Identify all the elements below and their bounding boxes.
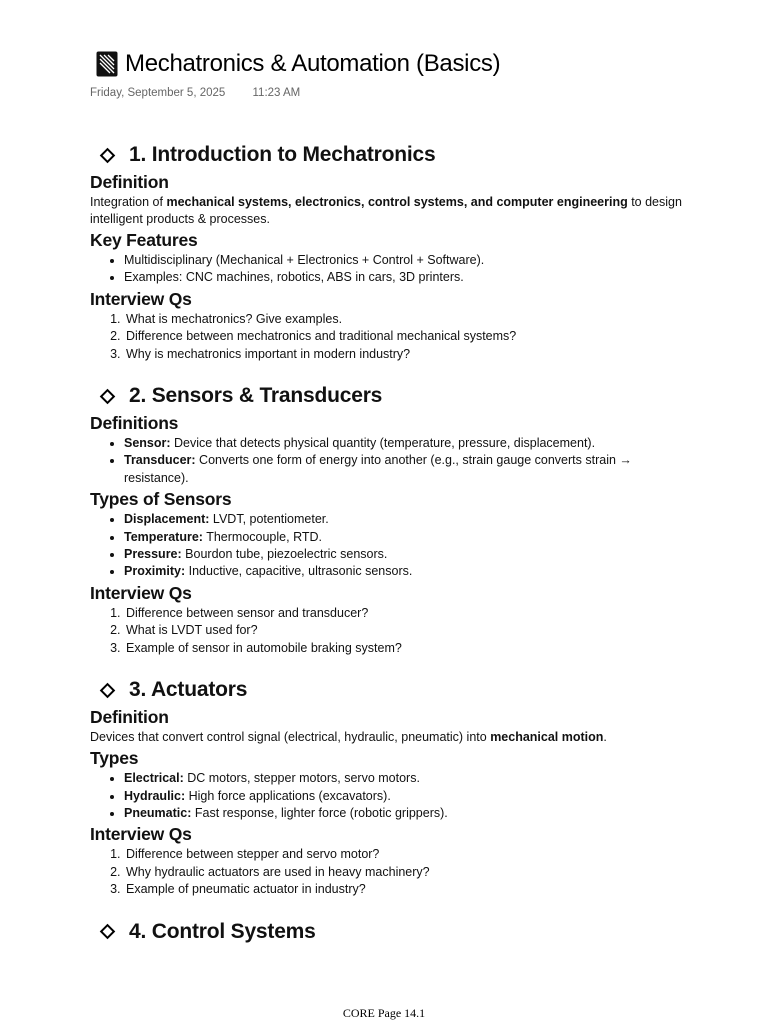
term: Electrical:	[124, 771, 184, 786]
diamond-bullet-icon	[100, 147, 116, 163]
term-text: Inductive, capacitive, ultrasonic sensors.	[185, 564, 413, 579]
list-item: 3. Why is mechatronics important in modern industry?	[124, 346, 690, 363]
section-heading	[100, 140, 690, 170]
sensor-types-list	[90, 511, 690, 581]
list-item	[124, 546, 690, 563]
notebook-logo-icon	[96, 51, 118, 77]
definition-text-bold: mechanical systems, electronics, control systems, and computer engineering	[166, 195, 628, 209]
term-text: Converts one form of energy into another (e.g., strain gauge converts strain → resistance).	[124, 453, 632, 485]
term: Pneumatic:	[124, 805, 192, 820]
term: Displacement:	[124, 512, 210, 527]
diamond-bullet-icon	[100, 924, 116, 940]
subheading-types: Types	[90, 748, 139, 769]
definition-text-pre: Devices that convert control signal (electrical, hydraulic, pneumatic) into	[90, 730, 491, 745]
term: Temperature:	[124, 529, 203, 544]
section-title: 2. Sensors & Transducers	[129, 384, 383, 408]
page-content	[90, 140, 690, 947]
list-item: 2. Difference between mechatronics and traditional mechanical systems?	[124, 328, 690, 345]
definition-text	[90, 194, 690, 228]
subheading-key-features: Key Features	[90, 230, 198, 250]
key-features-list	[90, 252, 690, 287]
section-title: 4. Control Systems	[129, 919, 316, 943]
page-date: Friday, September 5, 2025	[90, 87, 226, 99]
definition-text	[90, 729, 690, 746]
page-footer: CORE Page 14.1	[342, 1006, 426, 1020]
term: Proximity:	[124, 564, 186, 579]
title-row	[96, 50, 500, 78]
term-text: DC motors, stepper motors, servo motors.	[183, 771, 420, 786]
term: Hydraulic:	[124, 788, 186, 803]
list-item: • Examples: CNC machines, robotics, ABS in cars, 3D printers.	[124, 269, 690, 286]
section-introduction	[90, 140, 690, 363]
term-text: Thermocouple, RTD.	[202, 529, 322, 544]
section-sensors	[90, 381, 690, 657]
list-item	[124, 805, 690, 822]
definition-text-pre: Integration of	[90, 195, 167, 209]
list-item	[124, 770, 690, 787]
list-item: 2. Why hydraulic actuators are used in heavy machinery?	[124, 864, 690, 881]
list-item	[124, 511, 690, 528]
subheading-definitions: Definitions	[90, 413, 179, 434]
page-title: Mechatronics & Automation (Basics)	[125, 50, 501, 77]
list-item	[124, 529, 690, 546]
term: Sensor:	[124, 436, 171, 451]
list-item: 1. Difference between stepper and servo motor?	[124, 846, 690, 863]
term: Transducer:	[124, 453, 196, 468]
term-text: Fast response, lighter force (robotic grippers).	[191, 805, 448, 820]
term-text: High force applications (excavators).	[185, 788, 391, 803]
section-title: 3. Actuators	[129, 678, 248, 702]
interview-questions-list	[90, 311, 690, 363]
subheading-definition: Definition	[90, 172, 169, 192]
section-actuators	[90, 675, 690, 898]
list-item	[124, 435, 690, 452]
term: Pressure:	[124, 547, 182, 562]
subheading-interview-qs: Interview Qs	[90, 288, 192, 309]
section-heading	[100, 381, 690, 411]
diamond-bullet-icon	[100, 682, 116, 698]
section-title: 1. Introduction to Mechatronics	[129, 143, 436, 166]
list-item	[124, 563, 690, 580]
list-item: 3. Example of pneumatic actuator in industry?	[124, 881, 690, 898]
page-meta	[90, 87, 300, 99]
term-text: Device that detects physical quantity (temperature, pressure, displacement).	[170, 436, 596, 451]
diamond-bullet-icon	[100, 388, 116, 404]
subheading-types-of-sensors: Types of Sensors	[90, 489, 232, 510]
list-item: • Multidisciplinary (Mechanical + Electronics + Control + Software).	[124, 252, 690, 269]
list-item: 3. Example of sensor in automobile braking system?	[124, 640, 690, 657]
subheading-definition: Definition	[90, 707, 169, 728]
term-text: LVDT, potentiometer.	[209, 512, 329, 527]
definitions-list	[90, 435, 690, 487]
definition-text-post: .	[603, 730, 607, 745]
interview-questions-list	[90, 846, 690, 898]
page-time: 11:23 AM	[252, 87, 301, 99]
subheading-interview-qs: Interview Qs	[90, 582, 192, 603]
section-heading	[100, 675, 690, 705]
definition-text-bold: mechanical motion	[490, 730, 604, 745]
list-item: 1. Difference between sensor and transducer?	[124, 605, 690, 622]
definition-text-post: to design intelligent products & processes.	[90, 195, 682, 226]
interview-questions-list	[90, 605, 690, 657]
list-item	[124, 452, 690, 487]
list-item: 2. What is LVDT used for?	[124, 622, 690, 639]
actuator-types-list	[90, 770, 690, 822]
section-control-systems	[90, 917, 690, 947]
list-item: 1. What is mechatronics? Give examples.	[124, 311, 690, 328]
term-text: Bourdon tube, piezoelectric sensors.	[181, 547, 388, 562]
section-heading	[100, 917, 690, 947]
subheading-interview-qs: Interview Qs	[90, 824, 192, 845]
list-item	[124, 788, 690, 805]
